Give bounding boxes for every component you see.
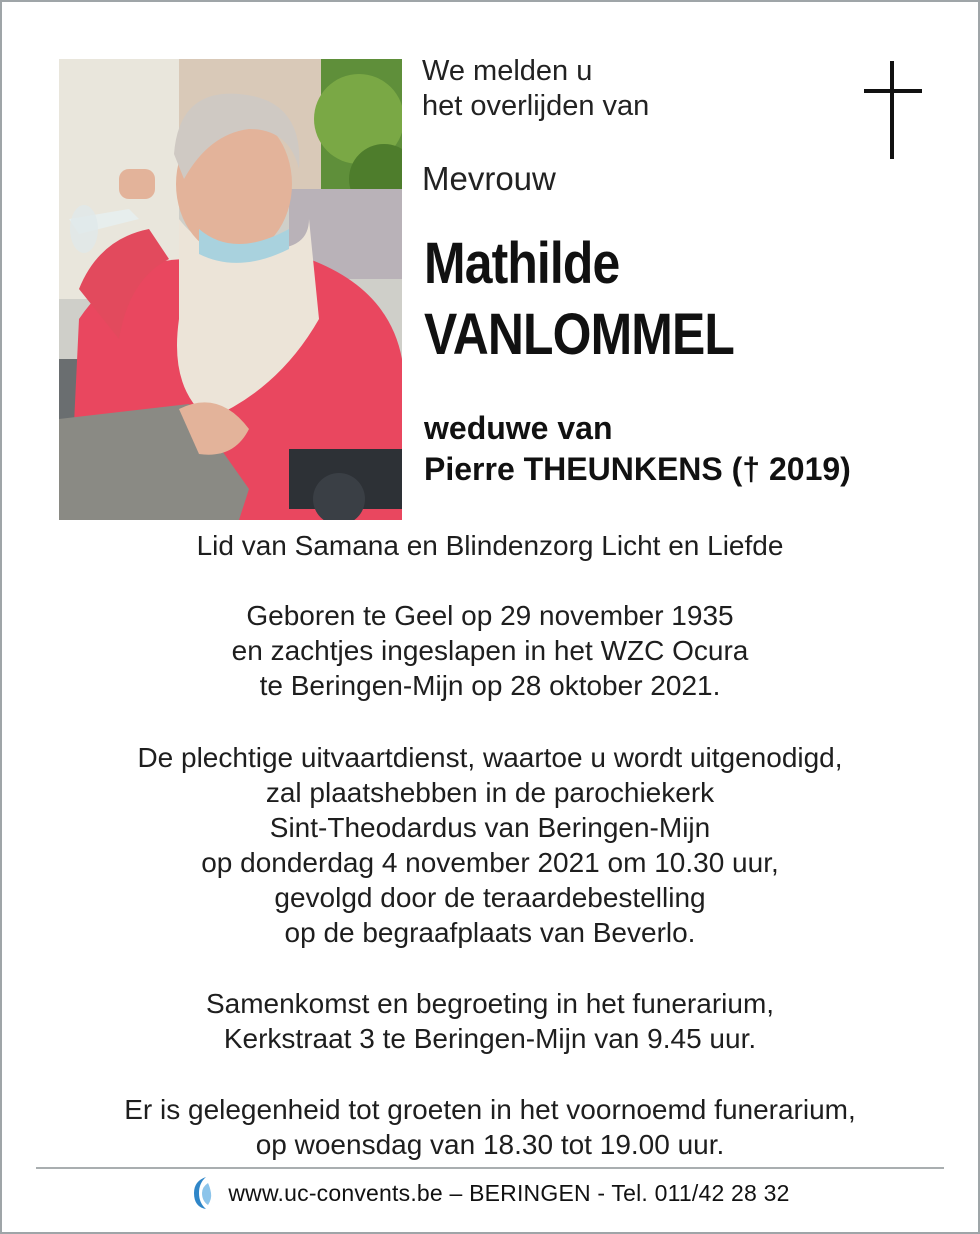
gathering-paragraph <box>0 986 980 1056</box>
salutation: Mevrouw <box>422 160 556 197</box>
announcement-intro <box>422 54 649 124</box>
text-line: op de begraafplaats van Beverlo. <box>284 917 696 948</box>
membership-line: Lid van Samana en Blindenzorg Licht en Liefde <box>196 530 784 561</box>
text-line: Samenkomst en begroeting in het funerarium, <box>205 988 775 1019</box>
first-name: Mathilde <box>424 231 620 296</box>
cross-icon <box>864 61 922 159</box>
text-line: Kerkstraat 3 te Beringen-Mijn van 9.45 uur. <box>223 1023 757 1054</box>
text-line: De plechtige uitvaartdienst, waartoe u wordt uitgenodigd, <box>137 742 843 773</box>
text-line: Geboren te Geel op 29 november 1935 <box>246 600 734 631</box>
text-line: gevolgd door de teraardebestelling <box>274 882 706 913</box>
spouse-name: Pierre THEUNKENS († 2019) <box>424 451 851 487</box>
text-line: Sint-Theodardus van Beringen-Mijn <box>269 812 711 843</box>
text-line: op donderdag 4 november 2021 om 10.30 uur, <box>201 847 779 878</box>
funeral-home-logo-icon <box>190 1175 214 1211</box>
portrait-photo <box>59 59 402 520</box>
footer-divider <box>36 1167 944 1169</box>
birth-death-paragraph <box>0 598 980 703</box>
text-line: Er is gelegenheid tot groeten in het voornoemd funerarium, <box>124 1094 856 1125</box>
spouse-info <box>424 408 851 490</box>
visiting-paragraph <box>0 1092 980 1162</box>
deceased-name <box>424 228 734 370</box>
text-line: en zachtjes ingeslapen in het WZC Ocura <box>231 635 749 666</box>
funeral-paragraph <box>0 740 980 950</box>
last-name: VANLOMMEL <box>424 302 734 367</box>
text-line: op woensdag van 18.30 tot 19.00 uur. <box>255 1129 725 1160</box>
text-line: te Beringen-Mijn op 28 oktober 2021. <box>259 670 721 701</box>
text-line: zal plaatshebben in de parochiekerk <box>265 777 715 808</box>
relation-label: weduwe van <box>424 410 613 446</box>
intro-line-1: We melden u <box>422 55 593 87</box>
intro-line-2: het overlijden van <box>422 90 650 122</box>
footer <box>0 1173 980 1213</box>
contact-info[interactable]: www.uc-convents.be – BERINGEN - Tel. 011/42 28 32 <box>228 1179 790 1206</box>
